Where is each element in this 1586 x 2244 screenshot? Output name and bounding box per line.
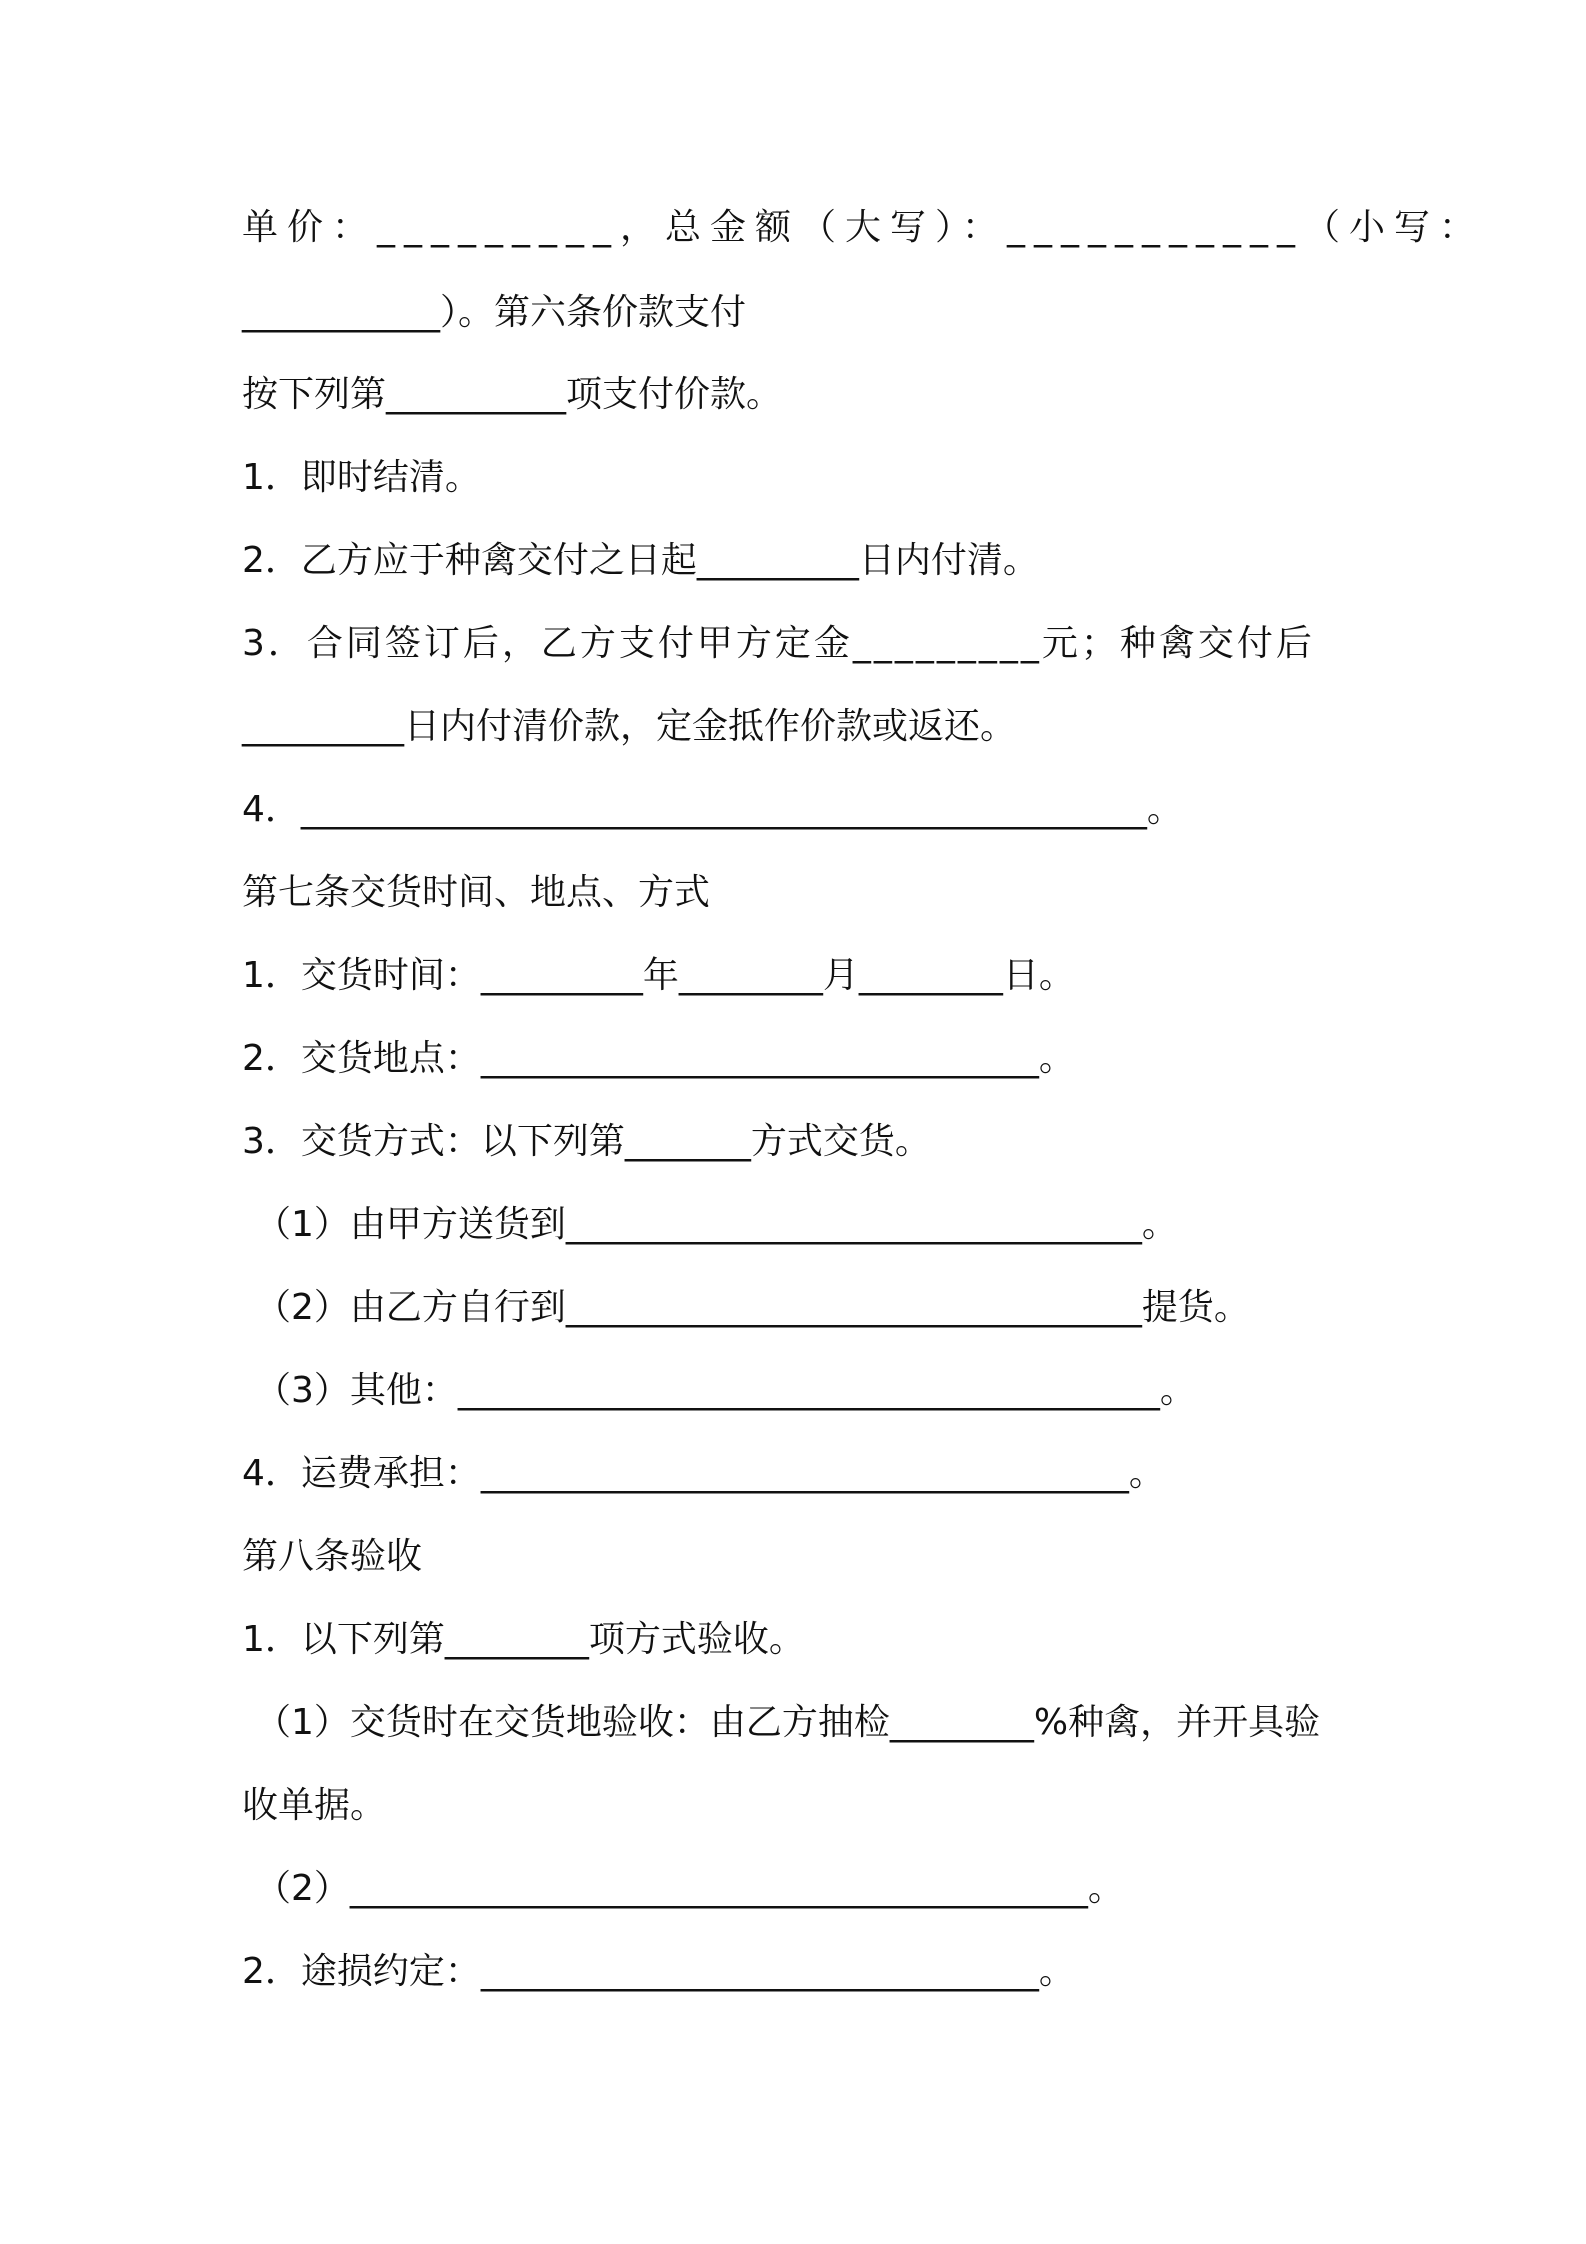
article-6-heading-line: ___________）。第六条价款支付 bbox=[242, 292, 747, 333]
delivery-method-option-1: （1）由甲方送货到________________________________。 bbox=[255, 1204, 1178, 1245]
freight-line: 4．运费承担：____________________________________。 bbox=[242, 1453, 1165, 1494]
payment-item-3: 3．合同签订后，乙方支付甲方定金_________元；种禽交付后 bbox=[242, 623, 1315, 664]
payment-item-4: 4．_______________________________________________。 bbox=[242, 789, 1183, 830]
transit-loss-line: 2．途损约定：_______________________________。 bbox=[242, 1951, 1075, 1992]
payment-item-3-continued: _________日内付清价款，定金抵作价款或返还。 bbox=[242, 706, 1017, 747]
delivery-method-line: 3．交货方式：以下列第_______方式交货。 bbox=[242, 1121, 931, 1162]
inspection-option-2: （2）_________________________________________。 bbox=[255, 1868, 1124, 1909]
article-8-heading: 第八条验收 bbox=[242, 1536, 423, 1577]
delivery-place-line: 2．交货地点：_______________________________。 bbox=[242, 1038, 1075, 1079]
payment-item-2: 2．乙方应于种禽交付之日起_________日内付清。 bbox=[242, 540, 1039, 581]
inspection-method-line: 1．以下列第________项方式验收。 bbox=[242, 1619, 805, 1660]
payment-option-line: 按下列第__________项支付价款。 bbox=[242, 374, 783, 415]
article-7-heading: 第七条交货时间、地点、方式 bbox=[242, 872, 711, 913]
delivery-method-option-2: （2）由乙方自行到________________________________提货。 bbox=[255, 1287, 1250, 1328]
payment-item-1: 1．即时结清。 bbox=[242, 457, 481, 498]
unit-price-line: 单价：_________，总金额（大写）：___________（小写： bbox=[242, 207, 1485, 248]
delivery-time-line: 1．交货时间：_________年________月________日。 bbox=[242, 955, 1075, 996]
inspection-option-1-continued: 收单据。 bbox=[242, 1785, 387, 1826]
delivery-method-option-3: （3）其他：_______________________________________。 bbox=[255, 1370, 1196, 1411]
inspection-option-1: （1）交货时在交货地验收：由乙方抽检________%种禽，并开具验 bbox=[255, 1702, 1321, 1743]
